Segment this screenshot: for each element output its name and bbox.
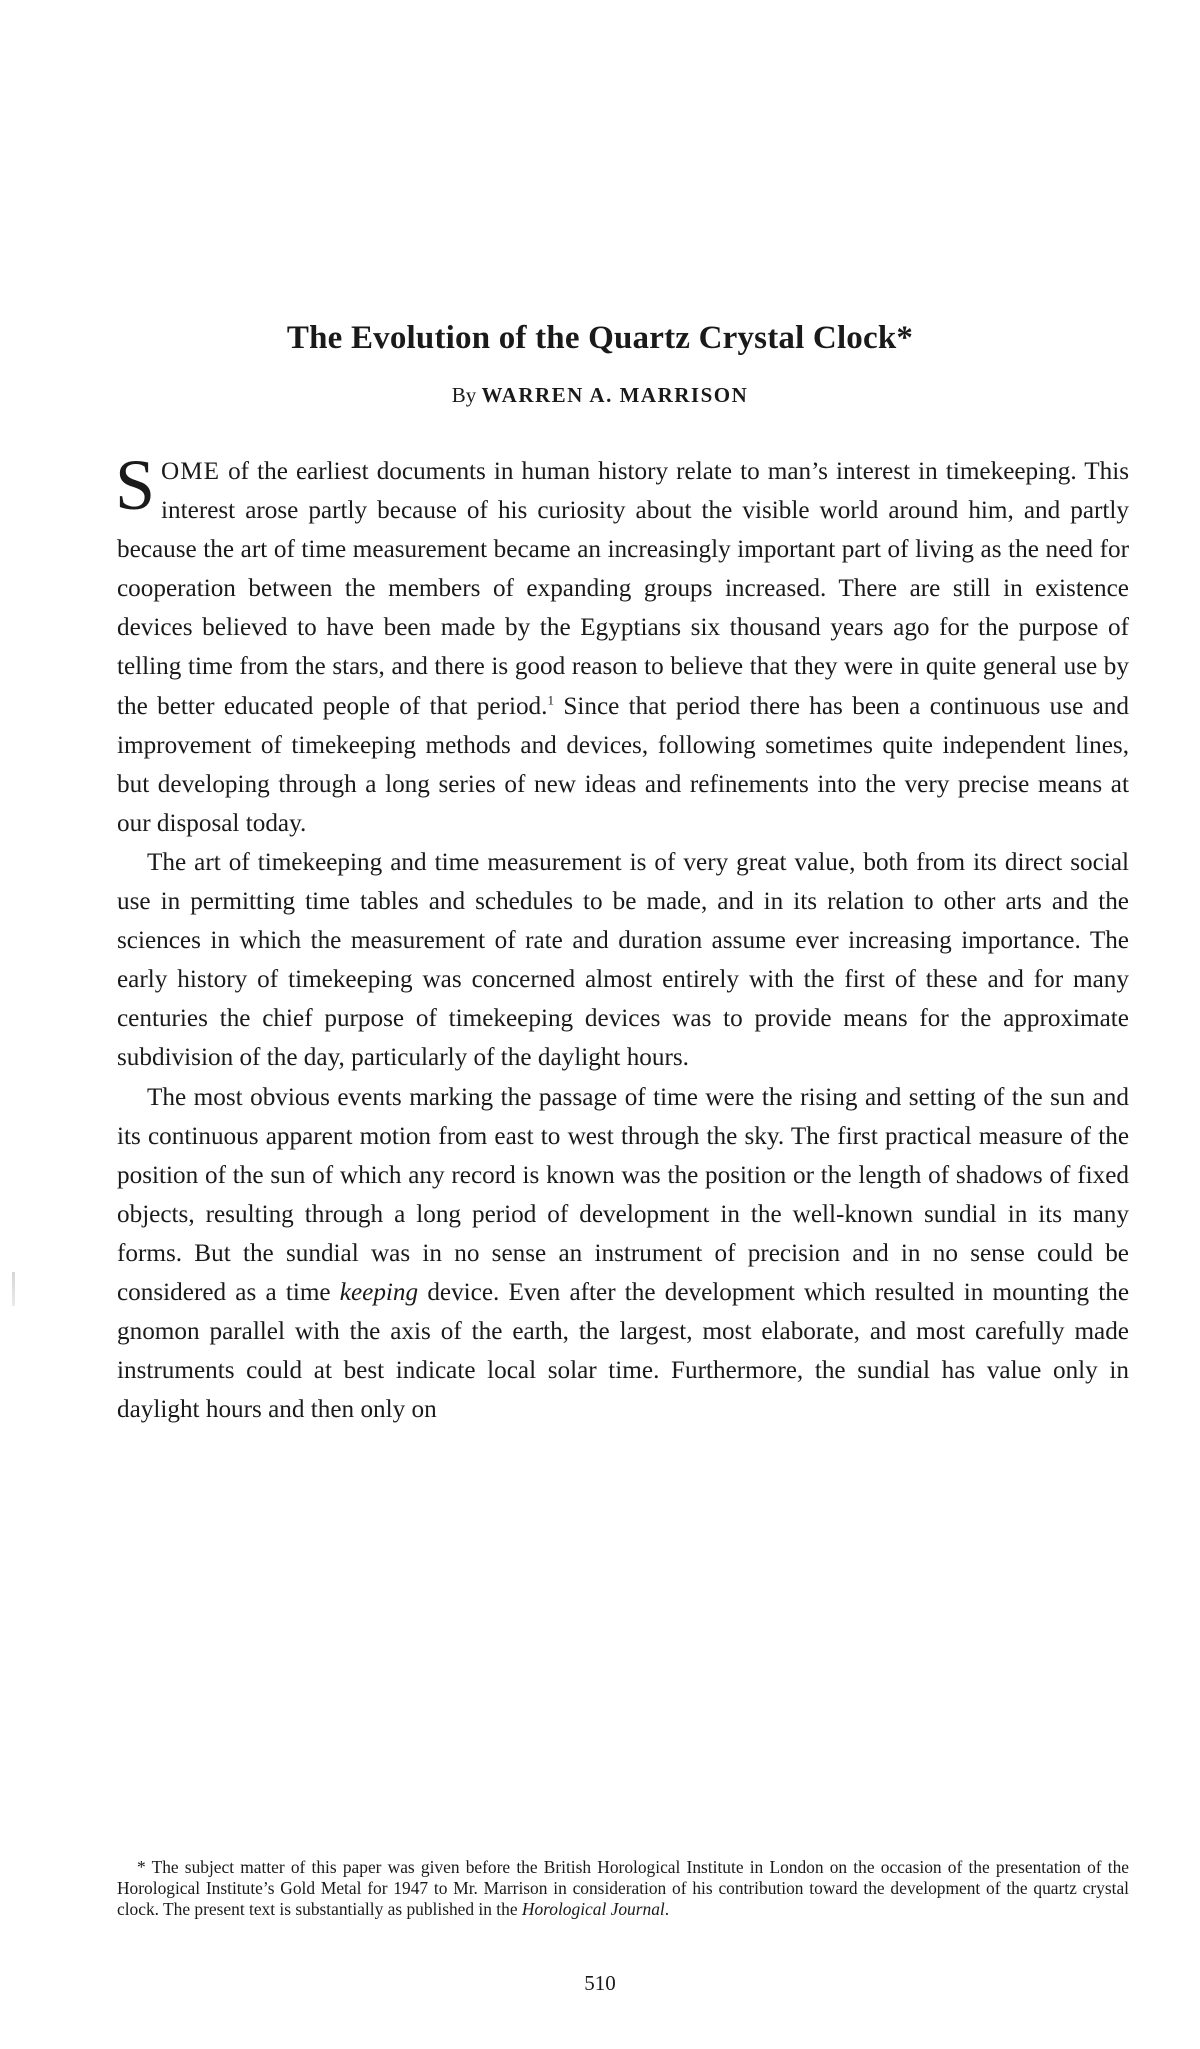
emphasis-keeping: keeping xyxy=(339,1278,419,1306)
article-body xyxy=(115,445,1129,1429)
paragraph-3-text: The most obvious events marking the passage of time were the rising and setting of the sun and its continuous apparent motion from east to west through the sky. The first practical measure of the position of the sun of which any record is known was the position or the length of shadows of fixed objects, resulting through a long period of development in the well-known sundial in its many forms. But the sundial was in no sense an instrument of precision and in no sense could be considered as a time xyxy=(117,1083,1129,1306)
byline xyxy=(0,383,1200,408)
footnote-text xyxy=(117,1857,1129,1921)
drop-cap: S xyxy=(115,445,156,525)
footnote-body: * The subject matter of this paper was given before the British Horological Institute in London on the occasion of the presentation of the Horological Institute’s Gold Metal for 1947 to Mr. Marrison in consideration of his contribution toward the development of the quartz crystal clock. The present text is substantially as published in the xyxy=(117,1857,1129,1920)
byline-prefix: By xyxy=(451,383,477,407)
scan-margin-mark xyxy=(12,1272,15,1306)
paragraph-2: The art of timekeeping and time measurement is of very great value, both from its direct social use in permitting time tables and schedules to be made, and in its relation to other arts and the sciences in which the measurement of rate and duration assume ever increasing importance. The early history of timekeeping was concerned almost entirely with the first of these and for many centuries the chief purpose of timekeeping devices was to provide means for the approximate subdivision of the day, particularly of the daylight hours. xyxy=(117,848,1129,1072)
paragraph-1-text: of the earliest documents in human history relate to man’s interest in timekeeping. This interest arose partly because of his curiosity about the visible world around him, and partly because the art of time measurement became an increasingly important part of living as the need for cooperation between the members of expanding groups increased. There are still in existence devices believed to have been made by the Egyptians six thousand years ago for the purpose of telling time from the stars, and there is good reason to believe that they were in quite general use by the better educated people of that period. xyxy=(117,458,1129,720)
footnote-ref-1[interactable]: 1 xyxy=(547,692,554,708)
paragraph-1 xyxy=(115,445,1129,843)
article-title: The Evolution of the Quartz Crystal Clock* xyxy=(286,320,914,356)
paragraph-3 xyxy=(117,1078,1129,1430)
page-number: 510 xyxy=(584,1971,616,1995)
footnote-end: . xyxy=(664,1899,670,1920)
opening-smallcaps: OME xyxy=(161,458,221,485)
author-name: WARREN A. MARRISON xyxy=(481,383,749,407)
journal-name: Horological Journal xyxy=(521,1899,665,1920)
footnote xyxy=(117,1857,1129,1921)
paragraph-3-end: device. Even after the development which resulted in mounting the gnomon parallel with the axis of the earth, the largest, most elaborate, and most carefully made instruments could at best indicate local solar time. Furthermore, the sundial has value only in daylight hours and then only on xyxy=(117,1278,1129,1424)
paragraph-1-end: Since that period there has been a continuous use and improvement of timekeeping methods and devices, following sometimes quite independent lines, but developing through a long series of new ideas and refinements into the very precise means at our disposal today. xyxy=(117,692,1129,837)
